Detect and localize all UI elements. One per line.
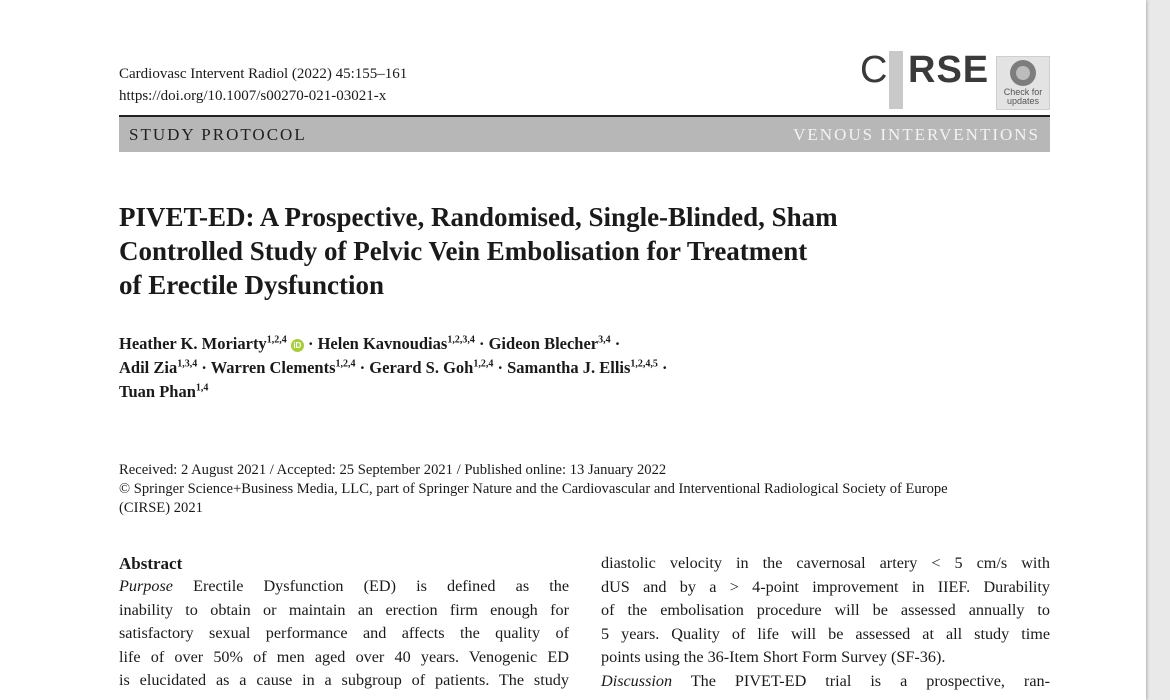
author-separator: · (478, 334, 485, 353)
author-list (119, 332, 819, 404)
update-icon (1010, 60, 1036, 86)
title-line-3: of Erectile Dysfunction (119, 270, 384, 300)
discussion-label: Discussion (601, 671, 673, 690)
article-type: STUDY PROTOCOL (129, 124, 307, 144)
author-separator: · (307, 334, 314, 353)
author-separator: · (497, 358, 503, 377)
abstract-text: The PIVET-ED trial is a prospective, ran- (690, 671, 1050, 690)
title-line-2: Controlled Study of Pelvic Vein Embolisation for Treatment (119, 236, 808, 266)
article-type-band (119, 117, 1050, 152)
abstract-line: satisfactory sexual performance and affects the quality of (119, 624, 569, 642)
author-affiliation: 1,2,4 (266, 334, 287, 346)
abstract-line: of the embolisation procedure will be assessed annually to (601, 601, 1050, 619)
abstract-left-column (119, 552, 569, 693)
copyright-line-1: © Springer Science+Business Media, LLC, part of Springer Nature and the Cardiovascular and Interventional Radiological Society of Europe (119, 481, 948, 497)
logo-text-c: C (860, 49, 889, 91)
doi-link[interactable]: https://doi.org/10.1007/s00270-021-03021-x (119, 88, 387, 104)
abstract-right-column (601, 552, 1050, 693)
logo-bar (889, 51, 903, 109)
author-affiliation: 3,4 (598, 334, 611, 346)
author-affiliation: 1,3,4 (177, 358, 198, 370)
author-separator: · (614, 334, 621, 353)
author-name[interactable]: Adil Zia (119, 358, 178, 377)
copyright-line-2: (CIRSE) 2021 (119, 500, 203, 516)
author-affiliation: 1,2,4 (335, 358, 356, 370)
author-separator: · (662, 358, 668, 377)
purpose-label: Purpose (119, 577, 173, 595)
publication-history (119, 461, 1054, 518)
check-line1: Check for (1003, 87, 1043, 97)
author-separator: · (201, 358, 207, 377)
abstract-line: life of over 50% of men aged over 40 years. Venogenic ED (119, 647, 569, 666)
author-separator: · (359, 358, 366, 377)
cirse-logo (860, 49, 990, 111)
author-name[interactable]: Helen Kavnoudias (317, 334, 448, 353)
abstract-heading: Abstract (119, 554, 183, 573)
title-line-1: PIVET-ED: A Prospective, Randomised, Single-Blinded, Sham (119, 202, 838, 232)
author-name[interactable]: Gerard S. Goh (369, 358, 474, 377)
orcid-icon[interactable]: iD (291, 339, 304, 352)
author-affiliation: 1,2,4 (473, 358, 494, 370)
author-name[interactable]: Heather K. Moriarty (119, 334, 267, 353)
dates-line: Received: 2 August 2021 / Accepted: 25 September 2021 / Published online: 13 January 2022 (119, 462, 667, 478)
author-affiliation: 1,2,4,5 (630, 358, 658, 370)
abstract-text: Erectile Dysfunction (ED) is defined as the (193, 577, 570, 595)
author-name[interactable]: Samantha J. Ellis (507, 358, 631, 377)
abstract-line: 5 years. Quality of life will be assessed at all study time (601, 624, 1050, 643)
abstract-line: dUS and by a > 4-point improvement in IIEF. Durability (601, 577, 1050, 596)
article-section: VENOUS INTERVENTIONS (793, 124, 1040, 144)
abstract-line (119, 575, 569, 599)
author-name[interactable]: Warren Clements (210, 358, 336, 377)
abstract-line: diastolic velocity in the cavernosal artery < 5 cm/s with (601, 554, 1050, 572)
article-title (119, 200, 979, 302)
abstract-line (601, 670, 1050, 694)
check-for-updates-badge[interactable] (996, 56, 1050, 110)
author-name[interactable]: Gideon Blecher (488, 334, 599, 353)
abstract-line: inability to obtain or maintain an erection firm enough for (119, 600, 569, 619)
abstract-line: points using the 36-Item Short Form Survey (SF-36). (601, 648, 946, 666)
check-line2: updates (1006, 96, 1040, 106)
author-affiliation: 1,2,3,4 (447, 334, 475, 346)
journal-info (119, 63, 407, 107)
logo-text-rse: RSE (908, 49, 990, 91)
author-affiliation: 1,4 (195, 382, 209, 394)
journal-citation: Cardiovasc Intervent Radiol (2022) 45:155–161 (119, 66, 408, 82)
abstract-line: is elucidated as a cause in a subgroup of patients. The study (119, 671, 569, 689)
author-name[interactable]: Tuan Phan (119, 382, 196, 401)
